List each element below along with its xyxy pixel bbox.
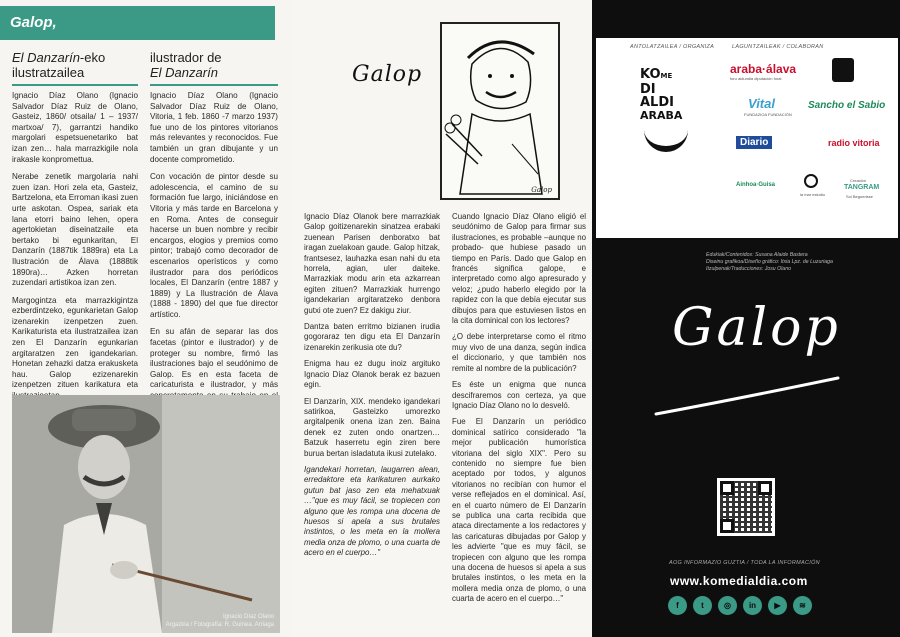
social-icons — [668, 596, 812, 615]
paragraph: Es éste un enigma que nunca descifraremos con certeza, ya que Ignacio Díaz Olano no lo desveló. — [452, 380, 586, 410]
portrait-photo — [12, 395, 280, 633]
spotify-icon[interactable]: ≋ — [793, 596, 812, 615]
qr-corner — [758, 481, 772, 495]
basque-text-column-2 — [304, 212, 440, 565]
panel-right-cover — [592, 0, 900, 637]
facebook-icon[interactable]: f — [668, 596, 687, 615]
divider — [150, 84, 278, 86]
paragraph: Nerabe zenetik margolaria nahi zuen izan. Hori zela eta, Gasteiz, Bartzelona, eta Erroman ikasi zuen urte askotan. Ospea, sariak eta lana etorri baino lehen, opera agertokietan diseinatzaile eta bertako bi egunkaritan, El Danzarín (1887tik 1889ra) eta La Ilustración de Álava (1888tik 1890ra)… Azken horretan zuzendari artistikoa izan zen. — [12, 172, 138, 288]
spanish-text-column-2 — [452, 212, 586, 611]
vital-sub: FUNDAZIOA FUNDACIÓN — [744, 112, 792, 117]
twitter-icon[interactable]: t — [693, 596, 712, 615]
logo-part: ARABA — [640, 109, 683, 122]
komedialdia-smile-icon — [644, 130, 688, 152]
photo-caption: Ignacio Díaz Olano Argazkia / Fotografía: R. Guinea. Arriaga — [165, 614, 274, 628]
qr-corner — [720, 481, 734, 495]
paragraph: Con vocación de pintor desde su adolescencia, el camino de su formación fue largo, iniciándose en Vitoria y más tarde en Barcelona y en Roma. Antes de conseguir hacerse un buen nombre y recibir encargos, elogios y premios como pintor; trabajó como decorador de escenarios operísticos y como ilustrador para dos periódicos locales, El Danzarín (entre 1887 y 1889) y La Ilustración de Álava (1888 - 1890) del que fue director artístico. — [150, 172, 278, 319]
paragraph: Dantza baten erritmo bizianen irudia gogoraraz ten digu eta El Danzarín izenarekin zerikusia ote du? — [304, 322, 440, 352]
sketch-signature: Galop — [531, 186, 552, 194]
credit-line: Diseinu grafikoa/Diseño gráfico: Itxia Lpz. de Luzuriaga — [706, 259, 833, 266]
paragraph: Igandekari horretan, laugarren alean, erredaktore eta karikaturen aurkako gutun bat jaso zen eta mehatxuak …"que es muy fácil, se tropiecen con alguno que les rompa una docena de huesos si apela a sus brutales instintos, o les meta en la mollera media onza de plomo, o una cuarta de acero en el cuerpo…" — [304, 464, 440, 558]
la-mar-estudio-icon — [804, 174, 818, 188]
heading-basque-rest: -eko ilustratzailea — [12, 50, 106, 80]
logo-part: ALDI — [640, 95, 674, 110]
paragraph: En su afán de separar las dos facetas (pintor e ilustrador) y de proteger su nombre, firmó las ilustraciones bajo el seudónimo de Galop. Es en esta faceta de caricaturista e ilustrador, y más — [150, 327, 278, 390]
info-label: AOG INFORMAZIO GUZTIA / TODA LA INFORMACIÓN — [669, 560, 820, 566]
paragraph: Ignacio Díaz Olanok bere marrazkiak Galop goitizenarekin sinatzea erabaki zuenean Parisen denboratxo bat iragan zuelakoan gaude. Galop hitzak, frantsesez, lauhazka esan nahi du eta horrela, agian, uler daiteke. Marrazkiak modu arin eta azkarrean egiten zituen? Marrazkiak hurrengo igandekarian argitaratzeko denbora gutxi ote zuen? Ez dakigu ziur. — [304, 212, 440, 315]
credits — [706, 252, 833, 274]
signature-underline — [652, 370, 842, 420]
galop-signature-large: Galop — [672, 298, 841, 358]
ainhoa-guisa-logo: Ainhoa·Guisa — [736, 182, 776, 188]
divider — [12, 84, 138, 86]
heading-basque-italic: El Danzarín — [12, 50, 80, 65]
creacion-label: Creación — [850, 178, 867, 183]
logo-part: DI — [640, 82, 656, 97]
sponsors-box — [596, 38, 898, 238]
youtube-icon[interactable]: ▶ — [768, 596, 787, 615]
instagram-icon[interactable]: ◎ — [718, 596, 737, 615]
title-band — [0, 6, 275, 40]
website-link[interactable]: www.komedialdia.com — [670, 574, 808, 588]
heading-spanish-line1: ilustrador de — [150, 50, 222, 65]
linkedin-icon[interactable]: in — [743, 596, 762, 615]
paragraph: Margogintza eta marrazkigintza ezberdintzeko, egunkarietan Galop izenarekin izenpetzen zuen. Karikaturista eta ilustratzailea izan zen El Danzarín egunkarian argitaratzen zen igandekarian. Honetan zehazki datza erakusketa hau. Galop ezizenarekin izenpetzen zituen karikatura eta — [12, 295, 138, 390]
radio-vitoria-logo: radio vitoria — [828, 138, 880, 148]
komedialdia-logo — [640, 68, 692, 122]
vital-logo: Vital — [748, 96, 775, 111]
qr-code[interactable] — [717, 478, 775, 536]
bai-logo-icon — [832, 58, 854, 82]
caricature-drawing — [442, 24, 558, 198]
band-title: Galop, — [10, 14, 57, 31]
heading-spanish-line2: El Danzarín — [150, 65, 218, 80]
qr-corner — [720, 519, 734, 533]
paragraph: Cuando Ignacio Díaz Olano eligió el seudónimo de Galop para firmar sus ilustraciones, es probable –aunque no probado- que hubiese pasado un tiempo en París. Dado que Galop en francés significa galope, e interpretado como algo apresurado y veloz; ¿pudo haberlo elegido por la rapidez con la que debía ejecutar sus dibujos para que estuviesen listos en la cita dominical con los lectores? — [452, 212, 586, 326]
logo-part: ME — [660, 72, 673, 80]
caricature-sketch — [440, 22, 560, 200]
la-mar-estudio-logo: la mar estudio — [800, 192, 826, 197]
paragraph: Enigma hau ez dugu inoiz argituko Ignacio Díaz Olanok berak ez bazuen egin. — [304, 359, 440, 390]
paragraph: Fue El Danzarín un periódico dominical satírico considerado "la mejor publicación humorística vitoriana del siglo XIX". Pero su contenido no siempre fue bien aceptado por todos, y algunos vitorianos no recibían con humor el verse reflejados en el dominical. Así, en el cuarto número de El Danzarín se publica una carta recibida que ataca directamente a los redactores y las caricaturas dibujadas por Galop y les advierte "que es muy fácil, se tropiecen con alguno que les rompa una docena de huesos si apela a sus brutales instintos, o les meta en la mollera media onza de plomo, o una cuarta de acero en el cuerpo…" — [452, 417, 586, 604]
basque-text-column — [12, 91, 138, 409]
diario-logo: Diario — [736, 136, 772, 149]
galop-signature-small: Galop — [352, 62, 423, 87]
logo-part: KO — [640, 67, 661, 82]
credit-line: Itzulpenak/Traducciones: Josu Olano — [706, 266, 791, 273]
spanish-text-column — [150, 91, 278, 440]
collaborators-label: LAGUNTZAILEAK / COLABORAN — [732, 44, 824, 50]
paragraph: Ignacio Díaz Olano (Ignacio Salvador Díaz Ruiz de Olano, Vitoria, 1 feb. 1860 -7 marzo 1937) fue uno de los pintores vitorianos más relevantes y reconocidos. Fue también un gran dibujante y un docente comprometido. — [150, 91, 278, 164]
heading-basque — [12, 50, 142, 80]
tangram-logo: TANGRAM — [844, 184, 880, 191]
organiser-label: ANTOLATZAILEA / ORGANIZA — [630, 44, 715, 50]
tangram-sub: Sol Beguerisse — [846, 194, 873, 199]
sancho-el-sabio-logo: Sancho el Sabio — [808, 100, 886, 111]
paragraph: El Danzarín, XIX. mendeko igandekari satirikoa, Gasteizko umorezko argitalpenik onena izan zen. Baina denek ez zuten ondo onartzen… Batzuk haserretu egin ziren bere burua bertan isladatuta ikusi zutelako. — [304, 396, 440, 458]
paragraph: ¿O debe interpretarse como el ritmo muy vivo de una danza, según indica el diccionario, y que también nos remite al nombre de la publicación? — [452, 332, 586, 373]
portrait-illustration — [12, 395, 280, 633]
panel-middle — [292, 0, 592, 637]
credit-line: Edukiak/Contenidos: Susana Alaide Bastera — [706, 252, 808, 258]
paragraph: Ignacio Díaz Olano (Ignacio Salvador Díaz Ruiz de Olano, Gasteiz, 1860/ otsaila/ 1 – 1937/ martxoa/ 7), garrantzi handiko margolari espetsuenetariko bat izan zen… hala marrazkigile nola irakasle konpromettua. — [12, 91, 138, 164]
panel-left — [0, 0, 292, 637]
araba-alava-sub: foru aldundia diputación foral — [730, 76, 782, 81]
heading-spanish — [150, 50, 280, 80]
araba-alava-logo: araba·álava — [730, 62, 797, 76]
